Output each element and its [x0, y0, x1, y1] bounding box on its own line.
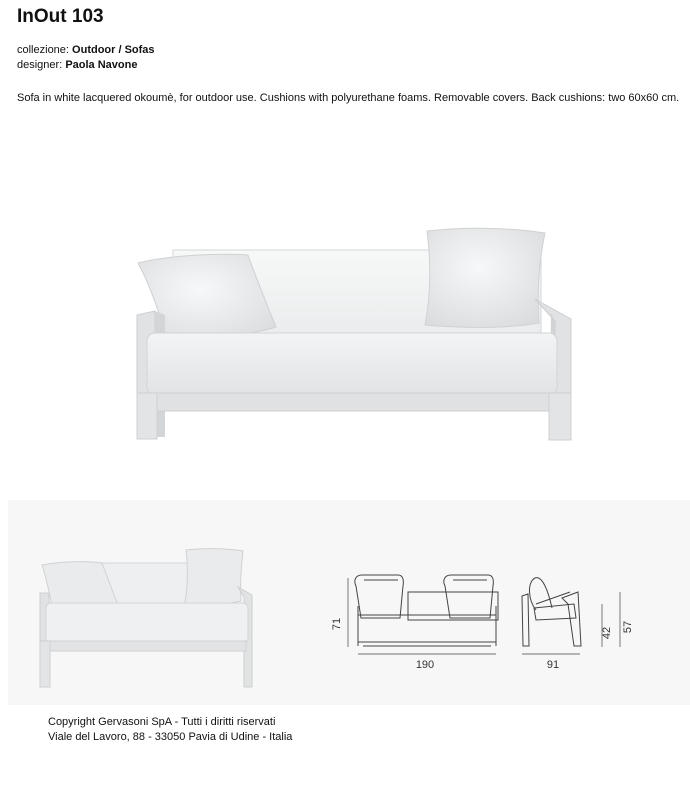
designer-line	[17, 59, 137, 71]
front-width-label: 190	[415, 659, 435, 671]
product-description: Sofa in white lacquered okoumè, for outdoor use. Cushions with polyurethane foams. Removable covers. Back cushions: two 60x60 cm.	[17, 92, 680, 104]
designer-value: Paola Navone	[65, 59, 138, 71]
side-seat-height-label: 42	[601, 626, 613, 640]
collection-label: collezione:	[17, 44, 69, 56]
side-height-label: 57	[622, 620, 634, 634]
technical-panel	[8, 500, 690, 705]
footer-address: Viale del Lavoro, 88 - 33050 Pavia di Udine - Italia	[48, 731, 293, 743]
collection-line	[17, 44, 155, 56]
product-title: InOut 103	[17, 6, 104, 27]
designer-label: designer:	[17, 59, 63, 71]
front-height-label: 71	[331, 617, 343, 631]
footer-copyright: Copyright Gervasoni SpA - Tutti i diritti riservati	[48, 716, 276, 728]
side-depth-label: 91	[546, 659, 560, 671]
sofa-main-image	[125, 215, 585, 450]
collection-value: Outdoor / Sofas	[72, 44, 155, 56]
